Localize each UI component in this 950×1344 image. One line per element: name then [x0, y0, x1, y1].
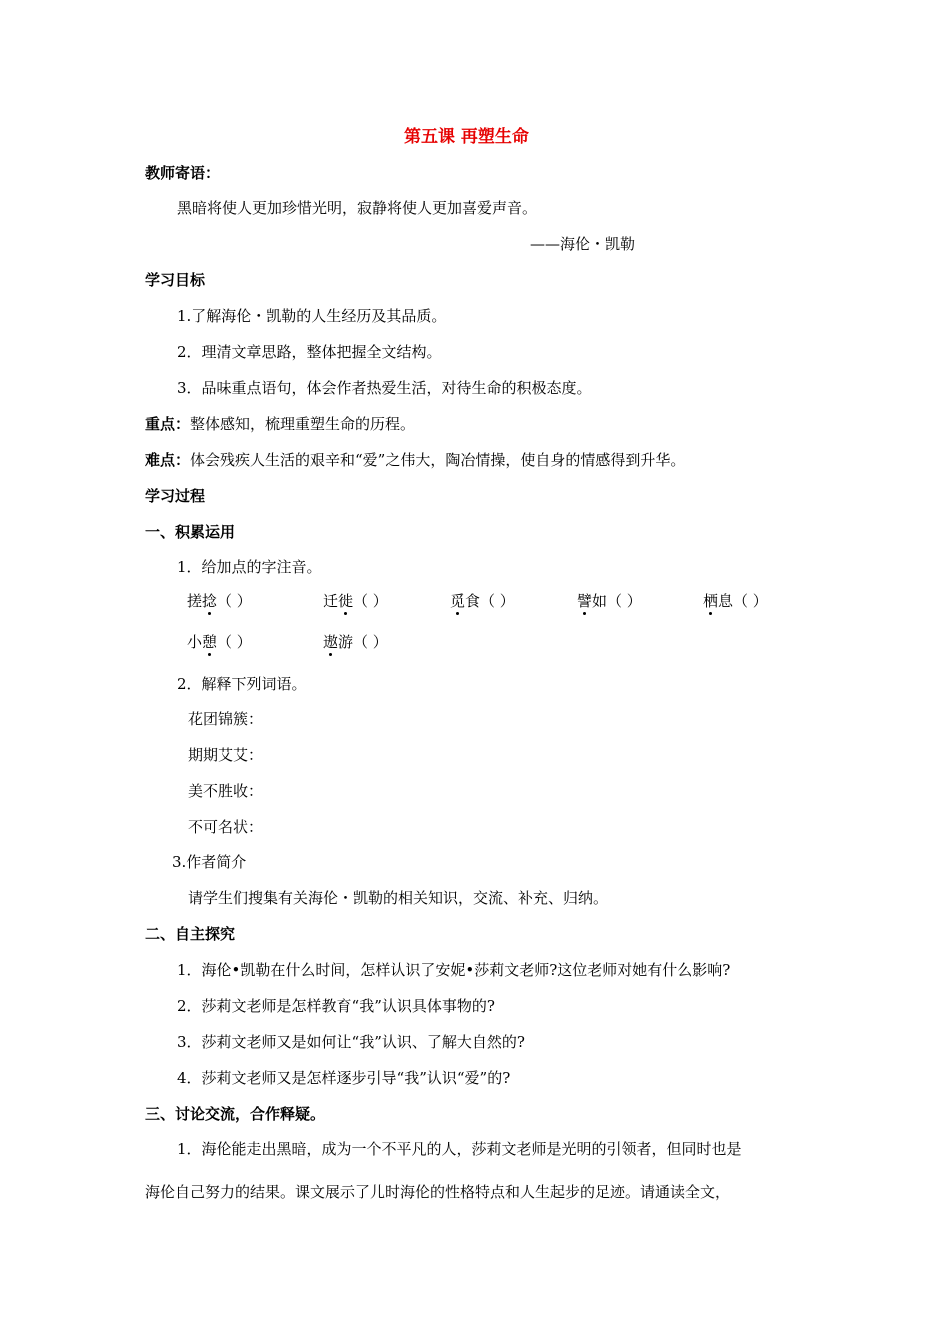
- goal-item: 3．品味重点语句，体会作者热爱生活，对待生命的积极态度。: [177, 379, 592, 397]
- dotted-char: 憩: [202, 633, 218, 651]
- page-title: 第五课 再塑生命: [404, 127, 529, 147]
- key-point: [145, 414, 415, 434]
- difficulty-label: 难点：: [145, 451, 191, 469]
- term-item: 美不胜收：: [188, 782, 264, 800]
- difficulty: [145, 450, 685, 470]
- pinyin-item: 觅食（ ）: [450, 592, 515, 610]
- pinyin-item: 譬如（ ）: [577, 592, 642, 610]
- section2-item: 2．莎莉文老师是怎样教育“我”认识具体事物的?: [177, 997, 495, 1015]
- term-item: 花团锦簇：: [188, 710, 264, 728]
- difficulty-text: 体会残疾人生活的艰辛和“爱”之伟大，陶冶情操，使自身的情感得到升华。: [190, 451, 686, 469]
- section3-paragraph-line: 海伦自己努力的结果。课文展示了儿时海伦的性格特点和人生起步的足迹。请通读全文，: [145, 1183, 731, 1201]
- answer-blank: （ ）: [607, 592, 642, 610]
- term-item: 期期艾艾：: [188, 746, 264, 764]
- section1-heading: 一、积累运用: [145, 523, 236, 541]
- dotted-char: 捻: [202, 592, 218, 610]
- pinyin-item: 搓捻（ ）: [187, 592, 252, 610]
- section2-item: 4．莎莉文老师又是怎样逐步引导“我”认识“爱”的?: [177, 1069, 511, 1087]
- motto-heading: 教师寄语：: [145, 164, 221, 182]
- motto-author: ——海伦・凯勒: [530, 235, 636, 253]
- section1-q3: 3.作者简介: [172, 853, 247, 871]
- section3-heading: 三、讨论交流，合作释疑。: [145, 1105, 326, 1123]
- section3-paragraph-line: 1．海伦能走出黑暗，成为一个不平凡的人，莎莉文老师是光明的引领者，但同时也是: [177, 1140, 742, 1158]
- pinyin-item: 小憩（ ）: [187, 633, 252, 651]
- answer-blank: （ ）: [733, 592, 768, 610]
- motto-quote: 黑暗将使人更加珍惜光明，寂静将使人更加喜爱声音。: [177, 199, 538, 217]
- pinyin-item: 遨游（ ）: [323, 633, 388, 651]
- key-point-label: 重点：: [145, 415, 191, 433]
- key-point-text: 整体感知，梳理重塑生命的历程。: [190, 415, 416, 433]
- dotted-char: 遨: [323, 633, 339, 651]
- goal-item: 1.了解海伦・凯勒的人生经历及其品质。: [177, 307, 447, 325]
- goals-heading: 学习目标: [145, 271, 206, 289]
- dotted-char: 栖: [703, 592, 719, 610]
- dotted-char: 徙: [338, 592, 354, 610]
- pinyin-item: 栖息（ ）: [703, 592, 768, 610]
- section2-item: 3．莎莉文老师又是如何让“我”认识、了解大自然的?: [177, 1033, 525, 1051]
- answer-blank: （ ）: [217, 633, 252, 651]
- answer-blank: （ ）: [353, 633, 388, 651]
- goal-item: 2．理清文章思路，整体把握全文结构。: [177, 343, 442, 361]
- section1-q1: 1．给加点的字注音。: [177, 558, 322, 576]
- answer-blank: （ ）: [480, 592, 515, 610]
- pinyin-item: 迁徙（ ）: [323, 592, 388, 610]
- answer-blank: （ ）: [353, 592, 388, 610]
- section1-q2: 2．解释下列词语。: [177, 675, 307, 693]
- section2-item: 1．海伦•凯勒在什么时间，怎样认识了安妮•莎莉文老师?这位老师对她有什么影响?: [177, 961, 731, 979]
- dotted-char: 觅: [450, 592, 466, 610]
- section2-heading: 二、自主探究: [145, 925, 236, 943]
- process-heading: 学习过程: [145, 487, 206, 505]
- section1-q3-text: 请学生们搜集有关海伦・凯勒的相关知识，交流、补充、归纳。: [188, 889, 609, 907]
- term-item: 不可名状：: [188, 818, 264, 836]
- answer-blank: （ ）: [217, 592, 252, 610]
- dotted-char: 譬: [577, 592, 593, 610]
